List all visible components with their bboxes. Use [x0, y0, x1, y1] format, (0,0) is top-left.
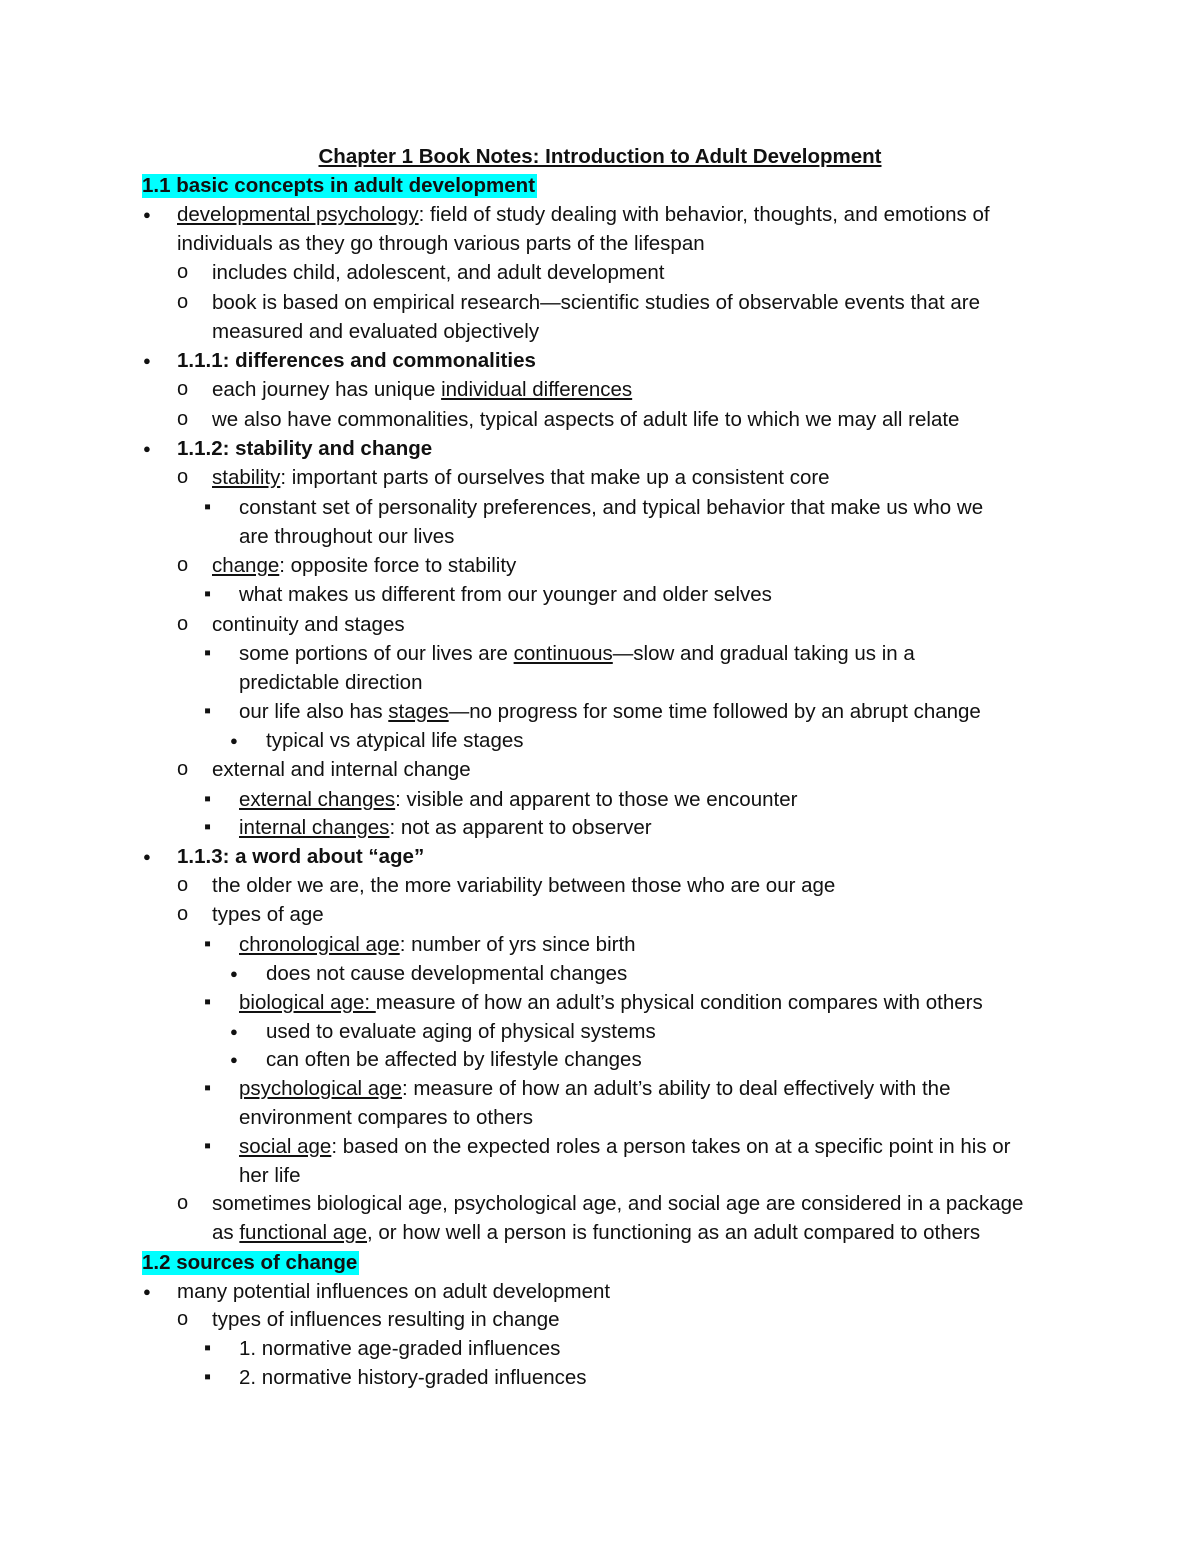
list-item-continuation: environment compares to others — [239, 1106, 533, 1129]
bullet-circle-marker: o — [177, 554, 189, 576]
list-item: types of age — [212, 903, 324, 926]
list-item: used to evaluate aging of physical systems — [266, 1020, 656, 1043]
list-item: we also have commonalities, typical aspects of adult life to which we may all relate — [212, 408, 960, 431]
list-item: types of influences resulting in change — [212, 1308, 560, 1331]
list-item: what makes us different from our younger and older selves — [239, 583, 772, 606]
list-item: our life also has stages—no progress for some time followed by an abrupt change — [239, 700, 981, 723]
bullet-circle-marker: o — [177, 758, 189, 780]
bullet-square-marker: ▪ — [204, 1077, 212, 1099]
term-stability: stability — [212, 466, 281, 489]
term-external-changes: external changes — [239, 788, 396, 811]
term-biological-age: biological age: — [239, 991, 376, 1014]
list-item: the older we are, the more variability between those who are our age — [212, 874, 836, 897]
list-item: continuity and stages — [212, 613, 405, 636]
bullet-circle-marker: o — [177, 291, 189, 313]
subsection-heading-1-1-2: 1.1.2: stability and change — [177, 437, 433, 460]
list-item: change: opposite force to stability — [212, 554, 517, 577]
bullet-square-marker: ▪ — [204, 991, 212, 1013]
list-item: social age: based on the expected roles a person takes on at a specific point in his or — [239, 1135, 1011, 1158]
list-item: external and internal change — [212, 758, 471, 781]
term-change: change — [212, 554, 280, 577]
bullet-circle-marker: o — [177, 1192, 189, 1214]
bullet-circle-marker: o — [177, 466, 189, 488]
term-individual-differences: individual differences — [441, 378, 633, 401]
bullet-disc-marker: ● — [143, 353, 151, 368]
term-social-age: social age — [239, 1135, 332, 1158]
list-item-continuation: predictable direction — [239, 671, 423, 694]
list-item: biological age: measure of how an adult’s physical condition compares with others — [239, 991, 983, 1014]
bullet-disc-marker: ● — [230, 1052, 238, 1067]
bullet-square-marker: ▪ — [204, 583, 212, 605]
term-chronological-age: chronological age — [239, 933, 400, 956]
bullet-circle-marker: o — [177, 408, 189, 430]
list-item: sometimes biological age, psychological age, and social age are considered in a package — [212, 1192, 1024, 1215]
term-psychological-age: psychological age — [239, 1077, 402, 1100]
bullet-circle-marker: o — [177, 1308, 189, 1330]
list-item: many potential influences on adult development — [177, 1280, 611, 1303]
list-item: stability: important parts of ourselves that make up a consistent core — [212, 466, 830, 489]
list-item-continuation: are throughout our lives — [239, 525, 455, 548]
bullet-disc-marker: ● — [230, 733, 238, 748]
bullet-disc-marker: ● — [230, 1024, 238, 1039]
bullet-square-marker: ▪ — [204, 933, 212, 955]
list-item: chronological age: number of yrs since birth — [239, 933, 636, 956]
list-item: constant set of personality preferences, and typical behavior that make us who we — [239, 496, 984, 519]
list-item: 1. normative age-graded influences — [239, 1337, 561, 1360]
list-item: internal changes: not as apparent to observer — [239, 816, 652, 839]
bullet-square-marker: ▪ — [204, 816, 212, 838]
page-title: Chapter 1 Book Notes: Introduction to Adult Development — [318, 145, 882, 168]
list-item-continuation: her life — [239, 1164, 301, 1187]
bullet-disc-marker: ● — [143, 207, 151, 222]
bullet-disc-marker: ● — [143, 849, 151, 864]
subsection-heading-1-1-3: 1.1.3: a word about “age” — [177, 845, 425, 868]
section-heading-1-2: 1.2 sources of change — [142, 1251, 358, 1274]
term-functional-age: functional age — [239, 1221, 368, 1244]
list-item: 2. normative history-graded influences — [239, 1366, 587, 1389]
bullet-disc-marker: ● — [143, 441, 151, 456]
bullet-square-marker: ▪ — [204, 1337, 212, 1359]
subsection-heading-1-1-1: 1.1.1: differences and commonalities — [177, 349, 536, 372]
bullet-square-marker: ▪ — [204, 700, 212, 722]
term-internal-changes: internal changes — [239, 816, 390, 839]
bullet-square-marker: ▪ — [204, 496, 212, 518]
list-item: book is based on empirical research—scientific studies of observable events that are — [212, 291, 981, 314]
term-stages: stages — [388, 700, 449, 723]
bullet-disc-marker: ● — [143, 1284, 151, 1299]
bullet-square-marker: ▪ — [204, 642, 212, 664]
bullet-circle-marker: o — [177, 613, 189, 635]
list-item: psychological age: measure of how an adult’s ability to deal effectively with the — [239, 1077, 951, 1100]
bullet-square-marker: ▪ — [204, 788, 212, 810]
list-item: each journey has unique individual differences — [212, 378, 633, 401]
list-item: can often be affected by lifestyle changes — [266, 1048, 642, 1071]
bullet-circle-marker: o — [177, 261, 189, 283]
list-item: external changes: visible and apparent to those we encounter — [239, 788, 798, 811]
list-item: does not cause developmental changes — [266, 962, 628, 985]
bullet-circle-marker: o — [177, 903, 189, 925]
list-item: typical vs atypical life stages — [266, 729, 524, 752]
list-item-continuation: as functional age, or how well a person is functioning as an adult compared to others — [212, 1221, 981, 1244]
list-item-continuation: measured and evaluated objectively — [212, 320, 540, 343]
section-heading-1-1: 1.1 basic concepts in adult development — [142, 174, 536, 197]
list-item: some portions of our lives are continuous—slow and gradual taking us in a — [239, 642, 915, 665]
bullet-square-marker: ▪ — [204, 1366, 212, 1388]
bullet-disc-marker: ● — [230, 966, 238, 981]
list-item: developmental psychology: field of study dealing with behavior, thoughts, and emotions of — [177, 203, 990, 226]
term-developmental-psychology: developmental psychology — [177, 203, 419, 226]
list-item-continuation: individuals as they go through various parts of the lifespan — [177, 232, 705, 255]
bullet-circle-marker: o — [177, 378, 189, 400]
bullet-square-marker: ▪ — [204, 1135, 212, 1157]
bullet-circle-marker: o — [177, 874, 189, 896]
list-item: includes child, adolescent, and adult development — [212, 261, 665, 284]
term-continuous: continuous — [513, 642, 613, 665]
